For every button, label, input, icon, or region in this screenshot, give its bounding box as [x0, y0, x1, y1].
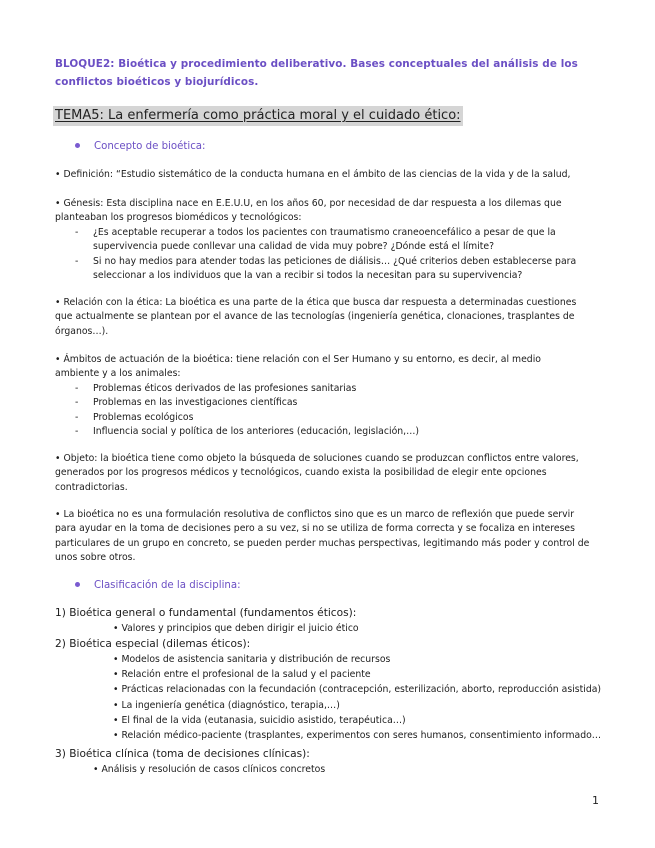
dash-bullet: -: [75, 397, 79, 409]
list-item-text: Problemas éticos derivados de las profesiones sanitarias: [93, 382, 357, 394]
dash-bullet: -: [75, 411, 79, 423]
text-line: ambiente y a los animales:: [55, 368, 181, 380]
list-item-text: Si no hay medios para atender todas las peticiones de diálisis… ¿Qué criterios deben establecerse para: [93, 255, 577, 267]
text-line: que actualmente se plantean por el avance de las tecnologías (ingeniería genética, clonaciones, trasplantes de: [55, 311, 575, 323]
text-line: generados por los progresos médicos y tecnológicos, cuando exista la posibilidad de elegir ente opciones: [55, 467, 547, 479]
section-heading-concepto: [75, 140, 205, 154]
classification-item: • La ingeniería genética (diagnóstico, terapia,…): [113, 699, 340, 711]
text-line: • Objeto: la bioética tiene como objeto la búsqueda de soluciones cuando se produzcan conflictos entre valores,: [55, 453, 579, 464]
classification-group-title: 3) Bioética clínica (toma de decisiones clínicas):: [55, 748, 310, 760]
classification-item: • Prácticas relacionadas con la fecundación (contracepción, esterilización, aborto, reproducción asistida): [113, 684, 602, 696]
classification-item: • Modelos de asistencia sanitaria y distribución de recursos: [113, 654, 391, 666]
list-item: [55, 226, 576, 240]
bullet-dot-icon: [75, 143, 80, 148]
list-item-text: Problemas en las investigaciones científicas: [93, 397, 298, 409]
list-item: [55, 255, 576, 269]
text-line: • Ámbitos de actuación de la bioética: tiene relación con el Ser Humano y su entorno, es decir, al medio: [55, 354, 541, 365]
page-number: 1: [592, 794, 599, 807]
list-item: [55, 396, 541, 410]
paragraph-objeto: [55, 452, 579, 495]
list-item: [55, 411, 541, 425]
classification-item: • El final de la vida (eutanasia, suicidio asistido, terapéutica…): [113, 714, 406, 726]
paragraph-ambitos: [55, 353, 541, 439]
topic-title: TEMA5: La enfermería como práctica moral y el cuidado ético:: [53, 106, 463, 126]
list-item-text: ¿Es aceptable recuperar a todos los pacientes con traumatismo craneoencefálico a pesar de que la: [93, 226, 556, 238]
list-item-continuation: seleccionar a los individuos que la van a recibir si todos la necesitan para su supervivencia?: [93, 270, 523, 282]
list-item-text: Influencia social y política de los anteriores (educación, legislación,…): [93, 426, 420, 438]
block-heading-line: conflictos bioéticos y biojurídicos.: [55, 76, 259, 88]
list-item-text: Problemas ecológicos: [93, 411, 194, 423]
paragraph-relacion: [55, 296, 576, 339]
list-item: [55, 382, 541, 396]
classification-item: • Relación médico-paciente (trasplantes, experimentos con seres humanos, consentimiento informado…: [113, 730, 602, 742]
text-line: unos sobre otros.: [55, 552, 136, 564]
text-line: para ayudar en la toma de decisiones pero a su vez, si no se utiliza de forma correcta y se focaliza en intereses: [55, 523, 575, 535]
text-line: • Génesis: Esta disciplina nace en E.E.U.U, en los años 60, por necesidad de dar respuesta a los dilemas que: [55, 198, 562, 209]
classification-list-continued: [55, 747, 325, 778]
text-line: órganos…).: [55, 325, 109, 337]
classification-group-title: 2) Bioética especial (dilemas éticos):: [55, 637, 251, 650]
section-heading-text: Clasificación de la disciplina:: [94, 580, 241, 591]
paragraph-genesis: [55, 197, 576, 283]
text-line: • Relación con la ética: La bioética es una parte de la ética que busca dar respuesta a determinadas cuestiones: [55, 297, 577, 308]
dash-bullet: -: [75, 426, 79, 438]
section-heading-clasificacion: [75, 579, 241, 593]
list-item-continuation: supervivencia puede conllevar una calidad de vida muy pobre? ¿Dónde está el límite?: [93, 241, 495, 253]
section-heading-text: Concepto de bioética:: [94, 141, 206, 152]
block-heading: [55, 55, 578, 91]
paragraph-formulacion: [55, 508, 589, 566]
classification-item: • Valores y principios que deben dirigir el juicio ético: [113, 623, 359, 635]
dash-bullet: -: [75, 226, 79, 238]
classification-item: • Análisis y resolución de casos clínicos concretos: [93, 764, 326, 776]
bullet-dot-icon: [75, 582, 80, 587]
text-line: particulares de un grupo en concreto, se pueden perder muchas perspectivas, legitimando más poder y control de: [55, 537, 590, 549]
text-line: contradictorias.: [55, 481, 128, 493]
text-line: • La bioética no es una formulación resolutiva de conflictos sino que es un marco de reflexión que puede servir: [55, 509, 575, 520]
text-line: planteaban los progresos biomédicos y tecnológicos:: [55, 212, 302, 224]
dash-bullet: -: [75, 255, 79, 267]
classification-list: [55, 606, 601, 743]
block-heading-line: BLOQUE2: Bioética y procedimiento deliberativo. Bases conceptuales del análisis de los: [55, 58, 578, 70]
classification-group-title: 1) Bioética general o fundamental (fundamentos éticos):: [55, 607, 357, 619]
classification-item: • Relación entre el profesional de la salud y el paciente: [113, 669, 371, 681]
paragraph-definicion: • Definición: “Estudio sistemático de la conducta humana en el ámbito de las ciencias de la vida y de la salud,: [55, 169, 571, 180]
list-item: [55, 425, 541, 439]
dash-bullet: -: [75, 382, 79, 394]
